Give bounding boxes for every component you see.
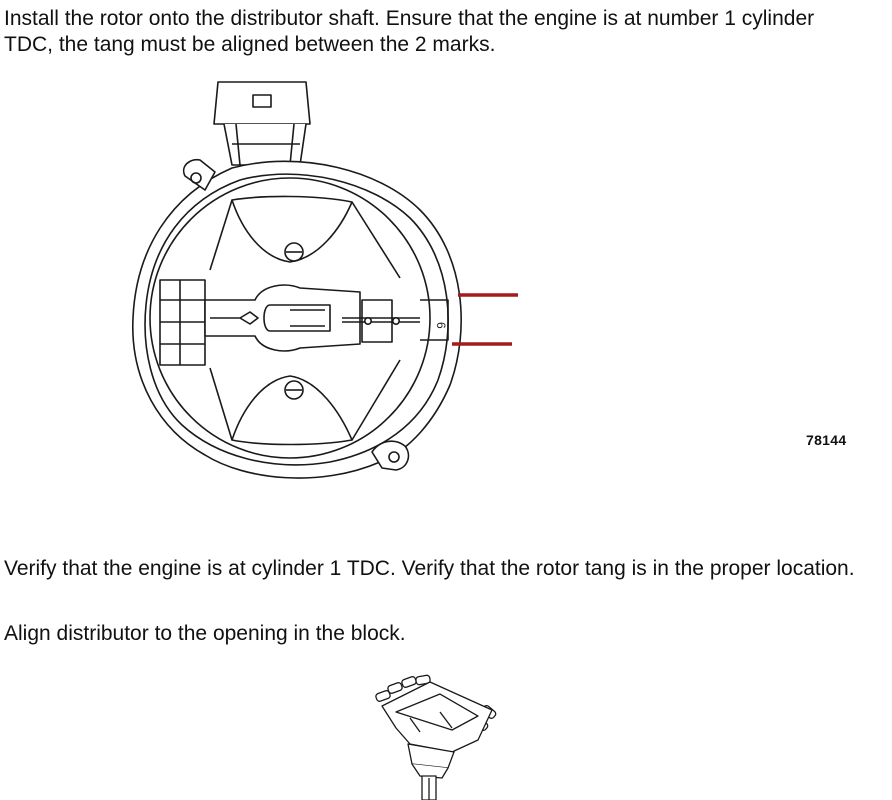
connector-housing	[214, 82, 310, 165]
step-align-distributor: Align distributor to the opening in the block.	[4, 622, 406, 645]
figure-number: 78144	[806, 432, 847, 448]
distributor-rotor-figure	[128, 72, 528, 484]
step-verify-tdc: Verify that the engine is at cylinder 1 TDC. Verify that the rotor tang is in the proper location.	[4, 557, 855, 580]
step-install-rotor: Install the rotor onto the distributor shaft. Ensure that the engine is at number 1 cylinder TDC, the tang must be aligned between the 2 marks.	[4, 7, 815, 56]
distributor-assembly-figure	[370, 672, 510, 800]
alignment-mark-label: 6	[434, 322, 448, 329]
